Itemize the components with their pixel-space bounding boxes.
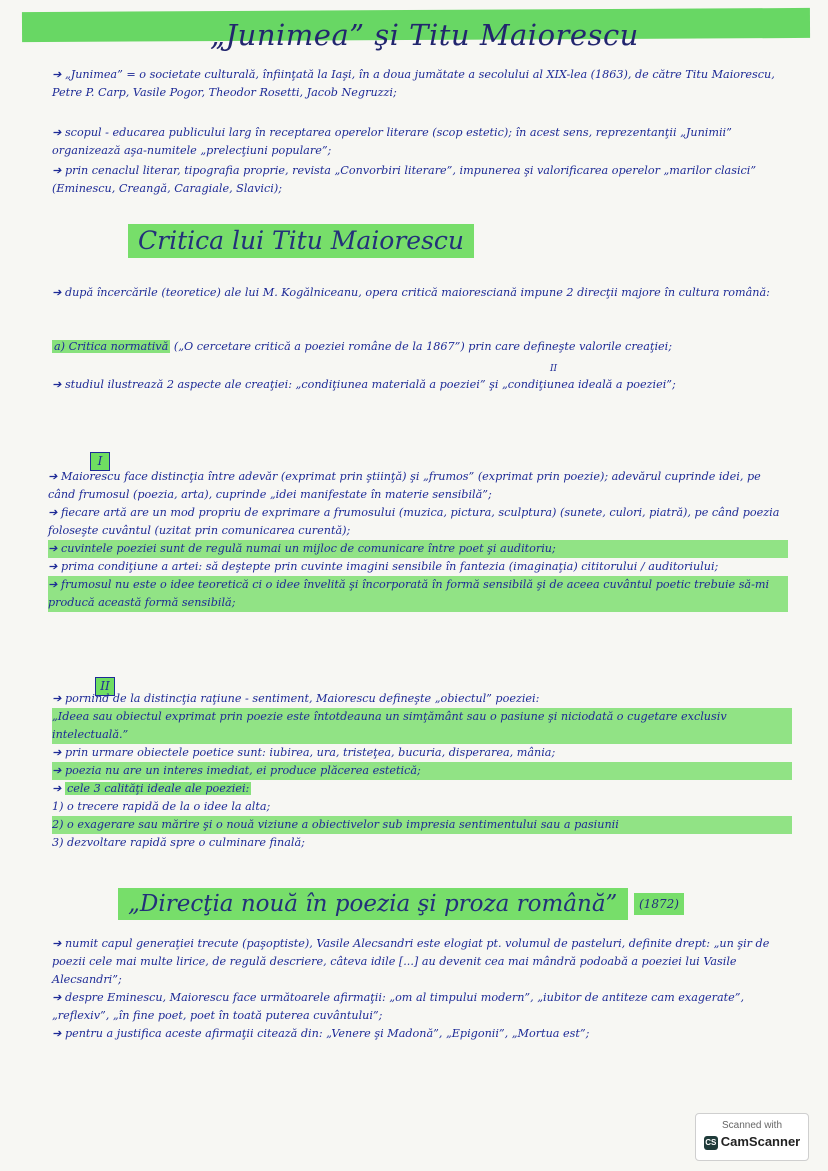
arrow-icon: ➔ (52, 68, 62, 81)
roman-mark: II (550, 364, 558, 374)
quality-item: 1) o trecere rapidă de la o idee la alta; (52, 800, 271, 813)
arrow-icon: ➔ (52, 764, 62, 777)
critica-study: ➔ studiul ilustrează 2 aspecte ale creaţiei: „condiţiunea materială a poeziei” şi „condiţiunea ideală a poeziei”; (52, 378, 676, 391)
camscanner-watermark (695, 1113, 809, 1161)
poetry-object-quote: „Ideea sau obiectul exprimat prin poezie este întotdeauna un simţământ sau o pasiune şi niciodată o cugetare exclusiv intelectuală.” (52, 708, 792, 744)
list-item: ➔ poezia nu are un interes imediat, ei produce plăcerea estetică; (52, 762, 792, 780)
section-one-text (48, 468, 788, 612)
list-item: ➔ numit capul generaţiei trecute (paşoptiste), Vasile Alecsandri este elogiat pt. volumul de pasteluri, definite drept: „un şir de poezii cele mai multe lirice, de regulă descriere, câteva idile [...] au devenit cea mai mândră podoabă a poeziei lui Vasile Alecsandri”; (52, 937, 770, 986)
roman-numeral-one: I (90, 452, 110, 471)
watermark-line1: Scanned with (721, 1120, 783, 1131)
list-item: ➔ despre Eminescu, Maiorescu face următoarele afirmaţii: „om al timpului modern”, „iubitor de antiteze cam exagerate”, „reflexiv”, „în fine poet, poet în toată puterea cuvântului”; (52, 991, 745, 1022)
arrow-icon: ➔ (52, 286, 62, 299)
arrow-icon: ➔ (52, 991, 62, 1004)
arrow-icon: ➔ (52, 746, 62, 759)
list-item: ➔ pornind de la distincţia raţiune - sentiment, Maiorescu defineşte „obiectul” poeziei: (52, 692, 540, 705)
section-two-text (52, 690, 792, 852)
arrow-icon: ➔ (48, 578, 58, 591)
arrow-icon: ➔ (48, 470, 58, 483)
list-item: ➔ prima condiţiune a artei: să deştepte prin cuvinte imagini sensibile în fantezia (imaginaţia) cititorului / auditoriului; (48, 560, 719, 573)
junimea-scope: ➔ scopul - educarea publicului larg în receptarea operelor literare (scop estetic); în acest sens, reprezentanţii „Junimii” organizează aşa-numitele „prelecţiuni populare”; (52, 126, 732, 157)
critica-intro: ➔ după încercările (teoretice) ale lui M. Kogălniceanu, opera critică maioresciană impune 2 direcţii majore în cultura română: (52, 286, 770, 299)
junimea-activity: ➔ prin cenaclul literar, tipografia proprie, revista „Convorbiri literare”, impunerea şi valorificarea operelor „marilor clasici” (Eminescu, Creangă, Caragiale, Slavici); (52, 164, 757, 195)
arrow-icon: ➔ (52, 692, 62, 705)
list-item: ➔ cele 3 calităţi ideale ale poeziei: (52, 782, 250, 795)
section-heading-critica: Critica lui Titu Maiorescu (128, 224, 474, 258)
arrow-icon: ➔ (52, 782, 62, 795)
section-three-text (52, 935, 792, 1043)
page-title: „Junimea” şi Titu Maiorescu (210, 18, 639, 52)
list-item: ➔ fiecare artă are un mod propriu de exprimare a frumosului (muzica, pictura, sculptura) (sunete, culori, piatră), pe când poezia foloseşte cuvântul (uzitat prin comunicarea curentă); (48, 506, 780, 537)
arrow-icon: ➔ (48, 542, 58, 555)
list-item: ➔ pentru a justifica aceste afirmaţii citează din: „Venere şi Madonă”, „Epigonii”, „Mortua est”; (52, 1027, 590, 1040)
list-item: ➔ frumosul nu este o idee teoretică ci o idee învelită şi încorporată în formă sensibilă şi de aceea cuvântul poetic trebuie să-mi producă această formă sensibilă; (48, 576, 788, 612)
critica-normativa-label: a) Critica normativă (54, 340, 169, 353)
quality-item: 2) o exagerare sau mărire şi o nouă viziune a obiectivelor sub impresia sentimentului sau a pasiunii (52, 816, 792, 834)
arrow-icon: ➔ (52, 126, 62, 139)
arrow-icon: ➔ (52, 1027, 62, 1040)
list-item: ➔ Maiorescu face distincţia între adevăr (exprimat prin ştiinţă) şi „frumos” (exprimat prin poezie); adevărul cuprinde idei, pe când frumosul (poezia, arta), cuprinde „idei manifestate în materie sensibilă”; (48, 470, 761, 501)
watermark-line2: CS CamScanner (705, 1134, 801, 1149)
arrow-icon: ➔ (48, 560, 58, 573)
quality-item: 3) dezvoltare rapidă spre o culminare finală; (52, 836, 305, 849)
arrow-icon: ➔ (48, 506, 58, 519)
junimea-definition: ➔ „Junimea” = o societate culturală, înfiinţată la Iaşi, în a doua jumătate a secolului al XIX-lea (1863), de către Titu Maiorescu, Petre P. Carp, Vasile Pogor, Theodor Rosetti, Jacob Negruzzi; (52, 68, 775, 99)
arrow-icon: ➔ (52, 378, 62, 391)
camscanner-logo-icon: CS (704, 1136, 718, 1150)
critica-normativa: a) Critica normativă („O cercetare critică a poeziei române de la 1867”) prin care defineşte valorile creaţiei; (54, 340, 672, 353)
arrow-icon: ➔ (52, 164, 62, 177)
list-item: ➔ prin urmare obiectele poetice sunt: iubirea, ura, tristeţea, bucuria, disperarea, mânia; (52, 746, 556, 759)
list-item: ➔ cuvintele poeziei sunt de regulă numai un mijloc de comunicare între poet şi auditoriu; (48, 540, 788, 558)
arrow-icon: ➔ (52, 937, 62, 950)
heading-year: (1872) (634, 893, 684, 915)
roman-numeral-two: II (95, 677, 115, 696)
section-heading-directia: „Direcţia nouă în poezia şi proza română” (118, 888, 628, 920)
